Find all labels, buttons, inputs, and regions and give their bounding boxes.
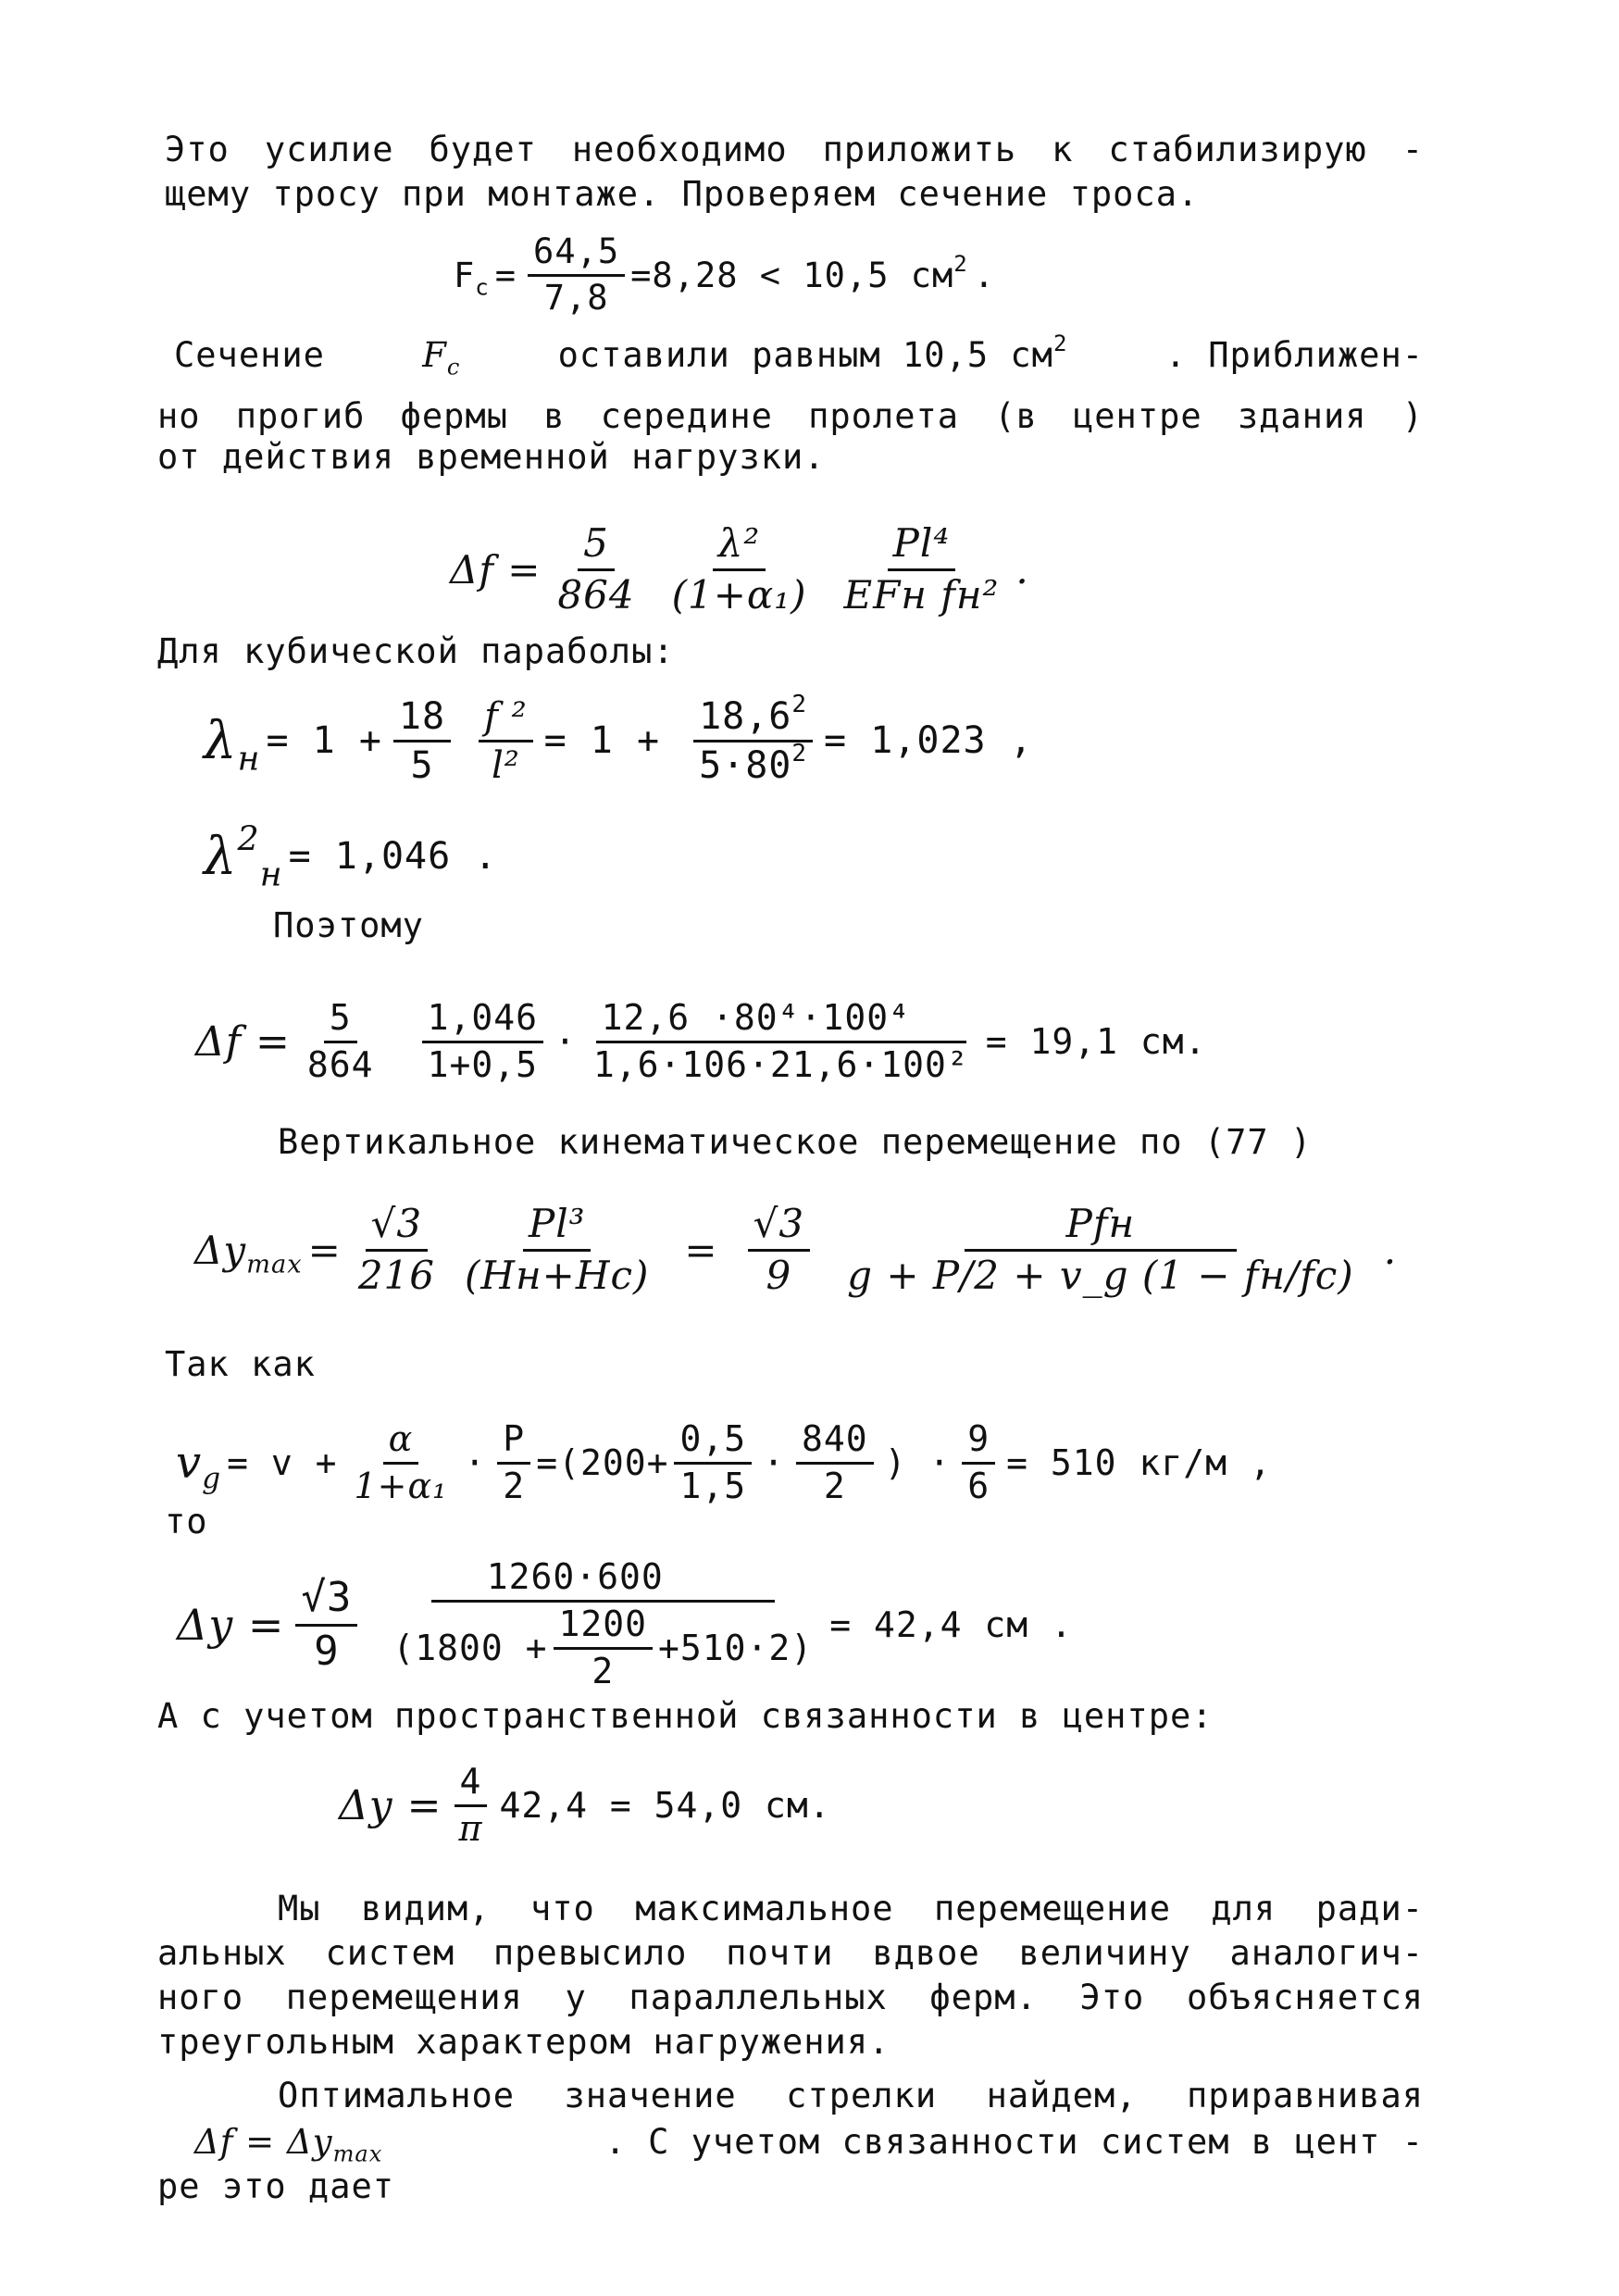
equation-displacement-spatial: Δy = $\frac{4}{\pi}$ 42,4 = 54,0 см.: [339, 1760, 831, 1849]
paragraph-line: Оптимальное значение стрелки найдем, приравнивая: [278, 2076, 1424, 2115]
paragraph-line: но прогиб фермы в середине пролета (в центре здания ): [157, 396, 1424, 436]
paragraph-line: Так как: [165, 1344, 316, 1384]
paragraph-line: Вертикальное кинематическое перемещение по (77 ): [278, 1122, 1313, 1162]
equation-deflection-numeric: Δf = $\frac{5}{864}$ $\frac{1,046}{1+0,5}$ · $\frac{\text{12,6 ·80⁴·100⁴}}{\text{1,6·106·21,6·100²}}$ = 19,1 см.: [195, 996, 1207, 1085]
paragraph-line: ре это дает: [157, 2166, 395, 2206]
paragraph-line: то: [165, 1502, 208, 1541]
paragraph-line: А с учетом пространственной связанности в центре:: [157, 1696, 1214, 1736]
equation-displacement-numeric: Δy = $\frac{√3}{9}$ 1260·600 (1800 + $\frac{1200}{2}$ +510·2) = 42,4 см .: [177, 1556, 1073, 1691]
fraction: $\frac{64,5}{7,8}$: [528, 232, 625, 318]
equation-lambda: $\lambda_н$ = 1 + $\frac{18}{5}$ $\frac{\text{f ²}}{\text{l²}}$ = 1 + $\frac{18,6^2}{5\cdot 80^2}$ = 1,023 ,: [204, 690, 1033, 787]
paragraph-line: Сечение $F_c$ оставили равным 10,5 $см^2$ . Приближен-: [174, 331, 1424, 381]
equation-fc: $F_c$ = $\frac{64,5}{7,8}$ =8,28 < 10,5 $см^2$ .: [454, 231, 996, 318]
paragraph-line: ного перемещения у параллельных ферм. Это объясняется: [157, 1978, 1424, 2017]
equation-deflection: Δf = $\frac{5}{864}$ $\frac{\text{λ²}}{\text{(1+α₁)}}$ $\frac{\text{Pl⁴}}{\text{EFн fн²}}$ .: [450, 520, 1029, 618]
paragraph-line: $\Delta f = \Delta y_{max}$ . С учетом связанности систем в цент -: [194, 2122, 1424, 2167]
paragraph-line: Мы видим, что максимальное перемещение для ради-: [278, 1889, 1424, 1928]
symbol: $F_c$: [454, 255, 490, 300]
equation-vg: $v_g$ = v + $\frac{\alpha}{\text{1+α₁}}$ · $\frac{P}{2}$ =(200+ $\frac{0,5}{1,5}$ · $\frac{840}{2}$ ) · $\frac{9}{6}$ = 510 кг/м ,: [176, 1417, 1272, 1506]
equation-displacement-max: $\Delta y_{max}$ = $\frac{√3}{216}$ $\frac{\text{Pl³}}{(Hн+Hc)}$ = $\frac{√3}{9}$ $\frac{\text{Pfн}}{g + P/2 + v\_g (1 - fн/fc)}$ .: [194, 1201, 1398, 1298]
equation-lambda-squared: $\lambda^2_н$ = 1,046 .: [204, 818, 498, 894]
paragraph-line: щему тросу при монтаже. Проверяем сечение троса.: [165, 174, 1200, 214]
paragraph-line: от действия временной нагрузки.: [157, 437, 826, 477]
paragraph-line: Поэтому: [273, 905, 424, 945]
paragraph-line: Для кубической параболы:: [157, 631, 675, 671]
paragraph-line: Это усилие будет необходимо приложить к стабилизирую -: [165, 130, 1424, 169]
equation-rhs: =8,28 < 10,5 $см^2$: [630, 250, 968, 295]
paragraph-line: треугольным характером нагружения.: [157, 2022, 890, 2062]
paragraph-line: альных систем превысило почти вдвое величину аналогич-: [157, 1933, 1424, 1973]
